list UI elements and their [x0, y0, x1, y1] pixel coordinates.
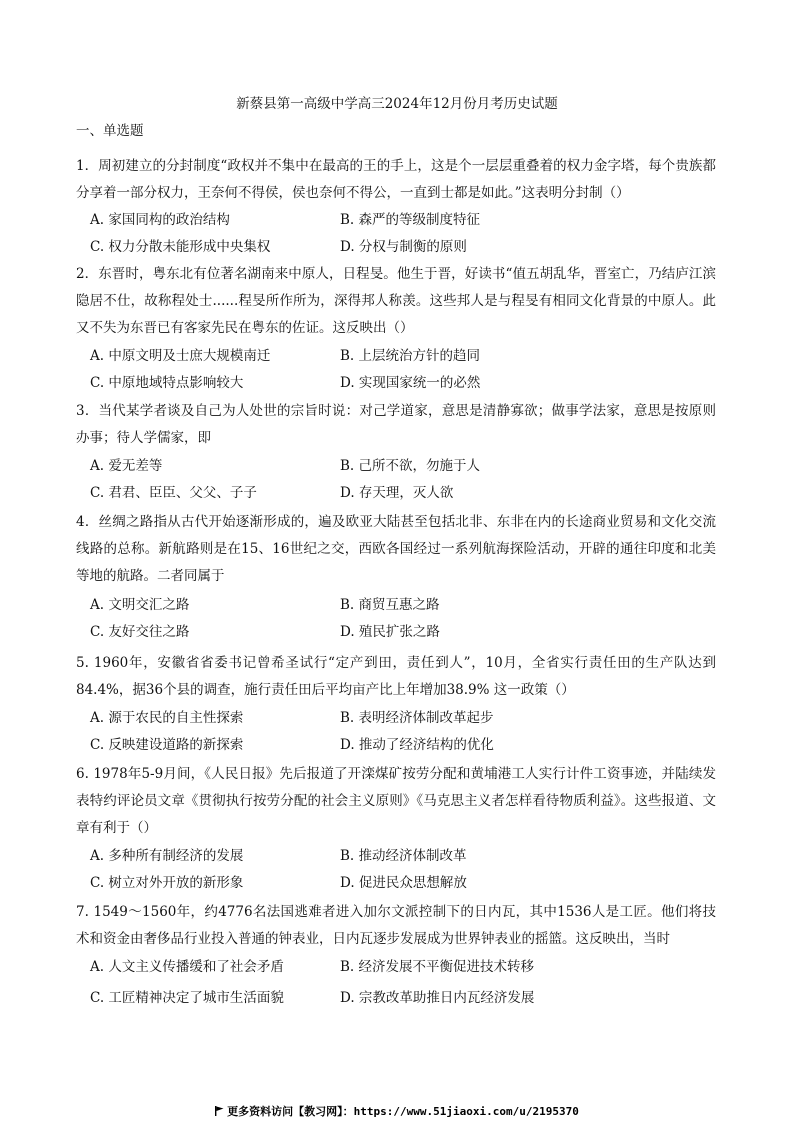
- option-a[interactable]: A. 家国同构的政治结构: [90, 212, 230, 228]
- page-title: 新蔡县第一高级中学高三2024年12月份月考历史试题: [236, 96, 558, 112]
- footer-text: 更多资料访问【教习网】：https://www.51jiaoxi.com/u/2195370: [227, 1105, 579, 1118]
- option-b[interactable]: B. 表明经济体制改革起步: [340, 710, 494, 726]
- option-d[interactable]: D. 存天理，灭人欲: [340, 485, 454, 501]
- option-c[interactable]: C. 权力分散未能形成中央集权: [90, 239, 271, 255]
- option-d[interactable]: D. 实现国家统一的必然: [340, 375, 481, 391]
- option-c[interactable]: C. 反映建设道路的新探索: [90, 737, 244, 753]
- option-a[interactable]: A. 人文主义传播缓和了社会矛盾: [90, 959, 284, 975]
- option-a[interactable]: A. 多种所有制经济的发展: [90, 848, 244, 864]
- option-b[interactable]: B. 经济发展不平衡促进技术转移: [340, 959, 535, 975]
- section-heading: 一、单选题: [76, 123, 144, 139]
- question-1-stem: 1．周初建立的分封制度“政权并不集中在最高的王的手上，这是个一层层重叠着的权力金字塔，每个贵族都分享着一部分权力，王奈何不得侯，侯也奈何不得公，一直到士都是如此。”这表明分封制（）: [76, 158, 716, 201]
- option-d[interactable]: D. 殖民扩张之路: [340, 624, 440, 640]
- option-b[interactable]: B. 推动经济体制改革: [340, 848, 467, 864]
- option-c[interactable]: C. 君君、臣臣、父父、子子: [90, 485, 257, 501]
- option-a[interactable]: A. 中原文明及士庶大规模南迁: [90, 348, 271, 364]
- question-7-options: [90, 954, 710, 1012]
- option-a[interactable]: A. 爱无差等: [90, 458, 163, 474]
- option-d[interactable]: D. 宗教改革助推日内瓦经济发展: [340, 990, 535, 1006]
- question-2-stem: 2．东晋时，粤东北有位著名湖南来中原人，日程旻。他生于晋，好读书“值五胡乱华，晋室亡，乃结庐江滨隐居不仕，故称程处士......程旻所作所为，深得邦人称羡。这些邦人是与程旻有相同文化背景的中原人。此又不失为东晋已有客家先民在粤东的佐证。这反映出（）: [76, 266, 716, 336]
- option-a[interactable]: A. 文明交汇之路: [90, 597, 190, 613]
- question-3-options: [90, 453, 710, 507]
- question-5-stem: 5. 1960年，安徽省省委书记曾希圣试行“定产到田，责任到人”，10月，全省实行责任田的生产队达到84.4%，据36个县的调查，施行责任田后平均亩产比上年增加38.9% 这一政策（）: [76, 655, 716, 698]
- option-c[interactable]: C. 友好交往之路: [90, 624, 190, 640]
- question-6-options: [90, 843, 710, 897]
- option-d[interactable]: D. 分权与制衡的原则: [340, 239, 467, 255]
- option-d[interactable]: D. 推动了经济结构的优化: [340, 737, 494, 753]
- question-4-options: [90, 592, 710, 646]
- question-6-stem: 6. 1978年5-9月间，《人民日报》先后报道了开滦煤矿按劳分配和黄埔港工人实行计件工资事迹，并陆续发表特约评论员文章《贯彻执行按劳分配的社会主义原则》《马克思主义者怎样看待物质利益》。这些报道、文章有利于（）: [76, 766, 716, 836]
- option-a[interactable]: A. 源于农民的自主性探索: [90, 710, 244, 726]
- option-b[interactable]: B. 己所不欲，勿施于人: [340, 458, 481, 474]
- question-7-stem: 7. 1549～1560年，约4776名法国逃难者进入加尔文派控制下的日内瓦，其中1536人是工匠。他们将技术和资金由奢侈品行业投入普通的钟表业，日内瓦逐步发展成为世界钟表业的摇篮。这反映出，当时: [76, 904, 716, 947]
- option-c[interactable]: C. 树立对外开放的新形象: [90, 875, 244, 891]
- footer-link[interactable]: [0, 1103, 794, 1119]
- flag-icon: [215, 1106, 224, 1116]
- question-4-stem: 4．丝绸之路指从古代开始逐渐形成的，遍及欧亚大陆甚至包括北非、东非在内的长途商业贸易和文化交流线路的总称。新航路则是在15、16世纪之交，西欧各国经过一系列航海探险活动，开辟的通往印度和北美等地的航路。二者同属于: [76, 514, 716, 584]
- question-1-options: [90, 207, 710, 261]
- option-d[interactable]: D. 促进民众思想解放: [340, 875, 467, 891]
- option-b[interactable]: B. 上层统治方针的趋同: [340, 348, 481, 364]
- option-c[interactable]: C. 工匠精神决定了城市生活面貌: [90, 990, 284, 1006]
- option-c[interactable]: C. 中原地域特点影响较大: [90, 375, 244, 391]
- option-b[interactable]: B. 商贸互惠之路: [340, 597, 440, 613]
- question-5-options: [90, 705, 710, 759]
- question-3-stem: 3．当代某学者谈及自己为人处世的宗旨时说：对己学道家，意思是清静寡欲；做事学法家，意思是按原则办事；待人学儒家，即: [76, 403, 716, 446]
- option-b[interactable]: B. 森严的等级制度特征: [340, 212, 481, 228]
- question-2-options: [90, 343, 710, 397]
